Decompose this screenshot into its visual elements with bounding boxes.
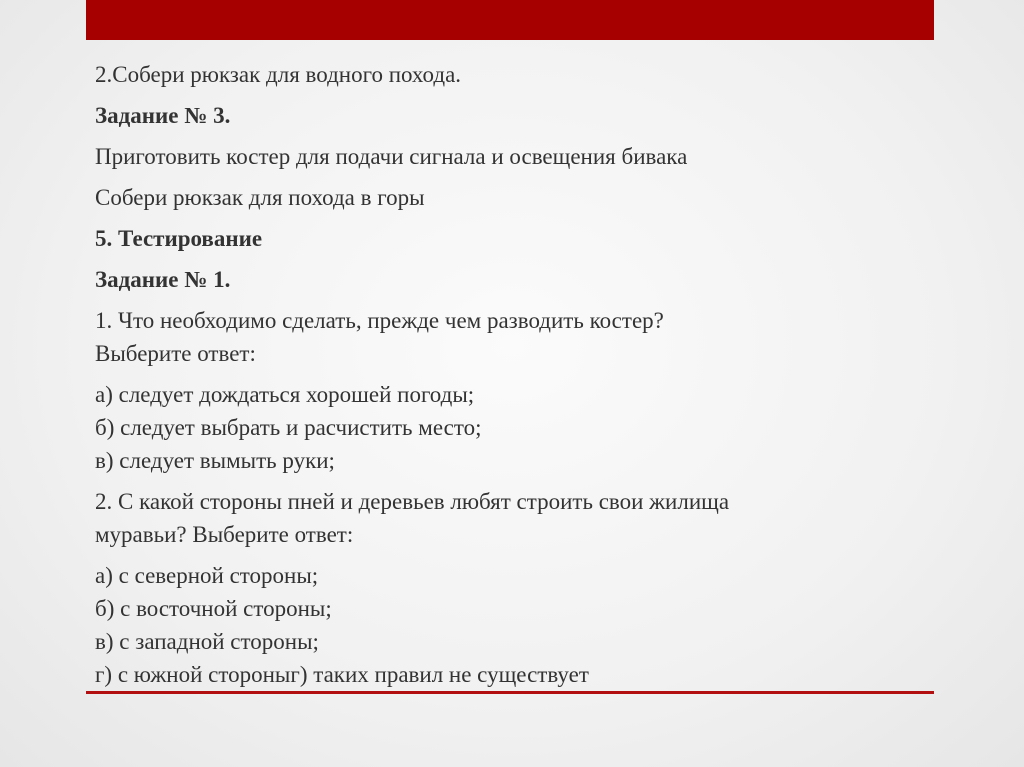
text-line: 2. С какой стороны пней и деревьев любят строить свои жилища xyxy=(95,489,730,514)
text-line: Задание № 3. xyxy=(95,103,231,128)
text-line: муравьи? Выберите ответ: xyxy=(95,522,354,547)
paragraph-campfire xyxy=(95,140,915,173)
answer-option: б) следует выбрать и расчистить место; xyxy=(95,415,482,440)
heading-task-3 xyxy=(95,99,915,132)
text-line: Приготовить костер для подачи сигнала и освещения бивака xyxy=(95,144,688,169)
question-2-answers xyxy=(95,559,915,691)
heading-task-1 xyxy=(95,263,915,296)
text-line: 5. Тестирование xyxy=(95,226,263,251)
heading-testing xyxy=(95,222,915,255)
paragraph-mountain-backpack xyxy=(95,181,915,214)
paragraph-task-2 xyxy=(95,58,915,91)
answer-option: в) с западной стороны; xyxy=(95,629,319,654)
text-line: 1. Что необходимо сделать, прежде чем разводить костер? xyxy=(95,308,664,333)
answer-option: а) следует дождаться хорошей погоды; xyxy=(95,382,475,407)
question-2 xyxy=(95,485,915,551)
answer-option: а) с северной стороны; xyxy=(95,563,319,588)
text-line: 2.Собери рюкзак для водного похода. xyxy=(95,62,462,87)
answer-option: б) с восточной стороны; xyxy=(95,596,332,621)
slide-content xyxy=(95,58,915,699)
top-accent-bar xyxy=(86,0,934,40)
text-line: Задание № 1. xyxy=(95,267,231,292)
question-1-answers xyxy=(95,378,915,477)
text-line: Собери рюкзак для похода в горы xyxy=(95,185,425,210)
text-line: Выберите ответ: xyxy=(95,341,256,366)
question-1 xyxy=(95,304,915,370)
bottom-accent-rule xyxy=(86,691,934,694)
answer-option: г) с южной стороныг) таких правил не существует xyxy=(95,662,589,687)
answer-option: в) следует вымыть руки; xyxy=(95,448,335,473)
